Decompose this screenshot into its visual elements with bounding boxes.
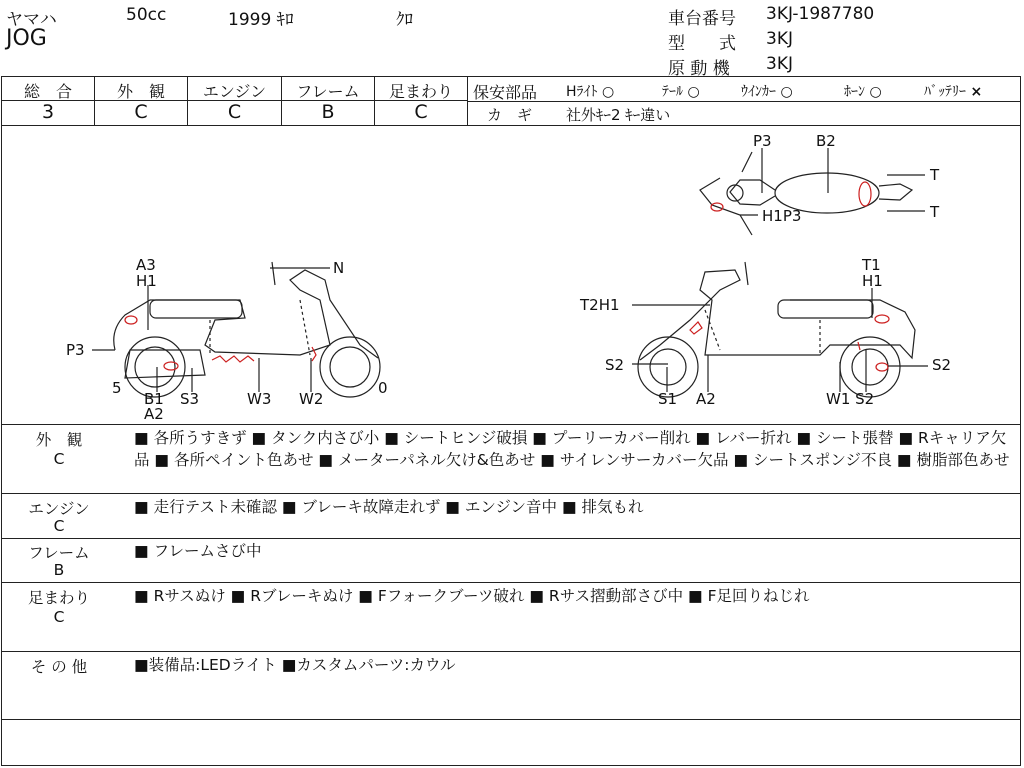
section-suspension-label: 足まわり xyxy=(27,589,90,607)
label-left-b1: B1 xyxy=(144,390,164,408)
grade-value-suspension: C xyxy=(414,101,428,123)
section-exterior-grade: C xyxy=(53,450,65,468)
label-left-s3: S3 xyxy=(180,390,200,408)
safety-item-name: ﾃｰﾙ xyxy=(662,84,683,100)
type-value: 3KJ xyxy=(766,29,793,49)
grade-label-overall: 総 合 xyxy=(23,82,72,101)
safety-horn xyxy=(844,81,882,101)
section-exterior-label: 外 観 xyxy=(35,431,83,449)
section-engine-label: エンジン xyxy=(28,500,90,518)
safety-item-mark: ○ xyxy=(601,84,615,100)
label-left-a2: A2 xyxy=(144,405,164,423)
section-other-label: そ の 他 xyxy=(30,658,88,676)
grade-value-engine: C xyxy=(227,101,242,123)
label-right-t2h1: T2H1 xyxy=(580,296,620,314)
label-right-a2: A2 xyxy=(696,390,716,408)
section-line-2 xyxy=(1,538,1021,539)
safety-label: 保安部品 xyxy=(473,83,538,102)
label-left-w2: W2 xyxy=(299,390,324,408)
scooter-diagram xyxy=(0,126,1022,424)
section-line-5 xyxy=(1,719,1021,720)
safety-taillight xyxy=(662,81,700,101)
label-right-w1s2: W1 S2 xyxy=(826,390,875,408)
label-right-s2-rear: S2 xyxy=(932,356,952,374)
section-engine-notes: ■ 走行テスト未確認 ■ ブレーキ故障走れず ■ エンジン音中 ■ 排気もれ xyxy=(134,498,644,516)
frame-no-label: 車台番号 xyxy=(668,9,736,29)
safety-headlight xyxy=(566,81,614,101)
grade-label-suspension: 足まわり xyxy=(388,82,453,101)
section-line-3 xyxy=(1,582,1021,583)
label-right-h1: H1 xyxy=(862,272,883,290)
label-left-0: 0 xyxy=(378,379,388,397)
label-top-h1p3: H1P3 xyxy=(762,207,802,225)
label-top-t-lower: T xyxy=(930,203,940,221)
displacement: 50cc xyxy=(126,5,167,25)
safety-item-name: ﾊﾞｯﾃﾘｰ xyxy=(924,84,966,100)
type-label: 型 式 xyxy=(668,34,736,54)
section-frame-notes: ■ フレームさび中 xyxy=(134,542,262,560)
safety-item-mark: ○ xyxy=(780,84,793,100)
maker: ヤマハ xyxy=(6,10,57,30)
year: 1999 ｷﾛ xyxy=(228,10,294,30)
section-frame-grade: B xyxy=(53,561,65,579)
label-right-t1: T1 xyxy=(862,256,881,274)
label-left-a3: A3 xyxy=(136,256,156,274)
safety-item-mark: ○ xyxy=(687,84,700,100)
safety-item-name: ｳｲﾝｶｰ xyxy=(741,84,776,100)
label-left-h1: H1 xyxy=(136,272,157,290)
section-engine-grade: C xyxy=(53,517,65,535)
color: ｸﾛ xyxy=(396,10,413,30)
grade-value-exterior: C xyxy=(134,101,148,123)
section-exterior-notes: ■ 各所うすきず ■ タンク内さび小 ■ シートヒンジ破損 ■ プーリーカバー削れ ■ レバー折れ ■ シート張替 ■ Rキャリア欠品 ■ 各所ペイント色あせ ■ メーターパネル欠け&色あせ ■ サイレンサーカバー欠品 ■ シートスポンジ不良 ■ 樹脂部色あせ xyxy=(134,429,1010,469)
section-suspension-notes: ■ Rサスぬけ ■ Rブレーキぬけ ■ Fフォークブーツ破れ ■ Rサス摺動部さび中 ■ F足回りねじれ xyxy=(134,587,810,605)
grade-label-engine: エンジン xyxy=(202,82,267,101)
key-value: 社外ｷｰ2 ｷｰ違い xyxy=(566,106,671,124)
label-top-p3: P3 xyxy=(753,132,772,150)
engine-label: 原 動 機 xyxy=(668,59,730,79)
engine-value: 3KJ xyxy=(766,54,793,74)
grade-value-overall: 3 xyxy=(41,101,55,123)
safety-item-mark: ○ xyxy=(869,84,882,100)
model-name: JOG xyxy=(6,26,47,51)
diagram-bottom-line xyxy=(1,424,1021,425)
section-line-1 xyxy=(1,493,1021,494)
label-left-n: N xyxy=(333,259,345,277)
safety-item-mark: × xyxy=(970,84,983,100)
key-label: カ ギ xyxy=(487,106,533,124)
safety-winker xyxy=(741,81,793,101)
safety-battery xyxy=(924,81,982,101)
label-left-p3: P3 xyxy=(66,341,85,359)
label-top-b2: B2 xyxy=(816,132,836,150)
label-right-s1: S1 xyxy=(658,390,678,408)
section-line-4 xyxy=(1,651,1021,652)
grade-col-line-5 xyxy=(467,77,468,125)
label-left-w3: W3 xyxy=(247,390,272,408)
grade-label-exterior: 外 観 xyxy=(116,82,165,101)
top-view-scooter xyxy=(700,152,912,235)
grade-value-frame: B xyxy=(321,101,335,123)
safety-item-name: Hﾗｲﾄ xyxy=(566,84,598,100)
section-frame-label: フレーム xyxy=(28,544,90,562)
safety-item-name: ﾎｰﾝ xyxy=(844,84,865,100)
section-suspension-grade: C xyxy=(53,608,65,626)
label-right-s2-front: S2 xyxy=(605,356,625,374)
frame-no: 3KJ-1987780 xyxy=(766,4,875,24)
label-left-5: 5 xyxy=(112,379,122,397)
section-other-notes: ■装備品:LEDライト ■カスタムパーツ:カウル xyxy=(134,656,456,674)
safety-divider xyxy=(468,101,1021,102)
grade-label-frame: フレーム xyxy=(296,82,360,101)
label-top-t-upper: T xyxy=(930,166,940,184)
